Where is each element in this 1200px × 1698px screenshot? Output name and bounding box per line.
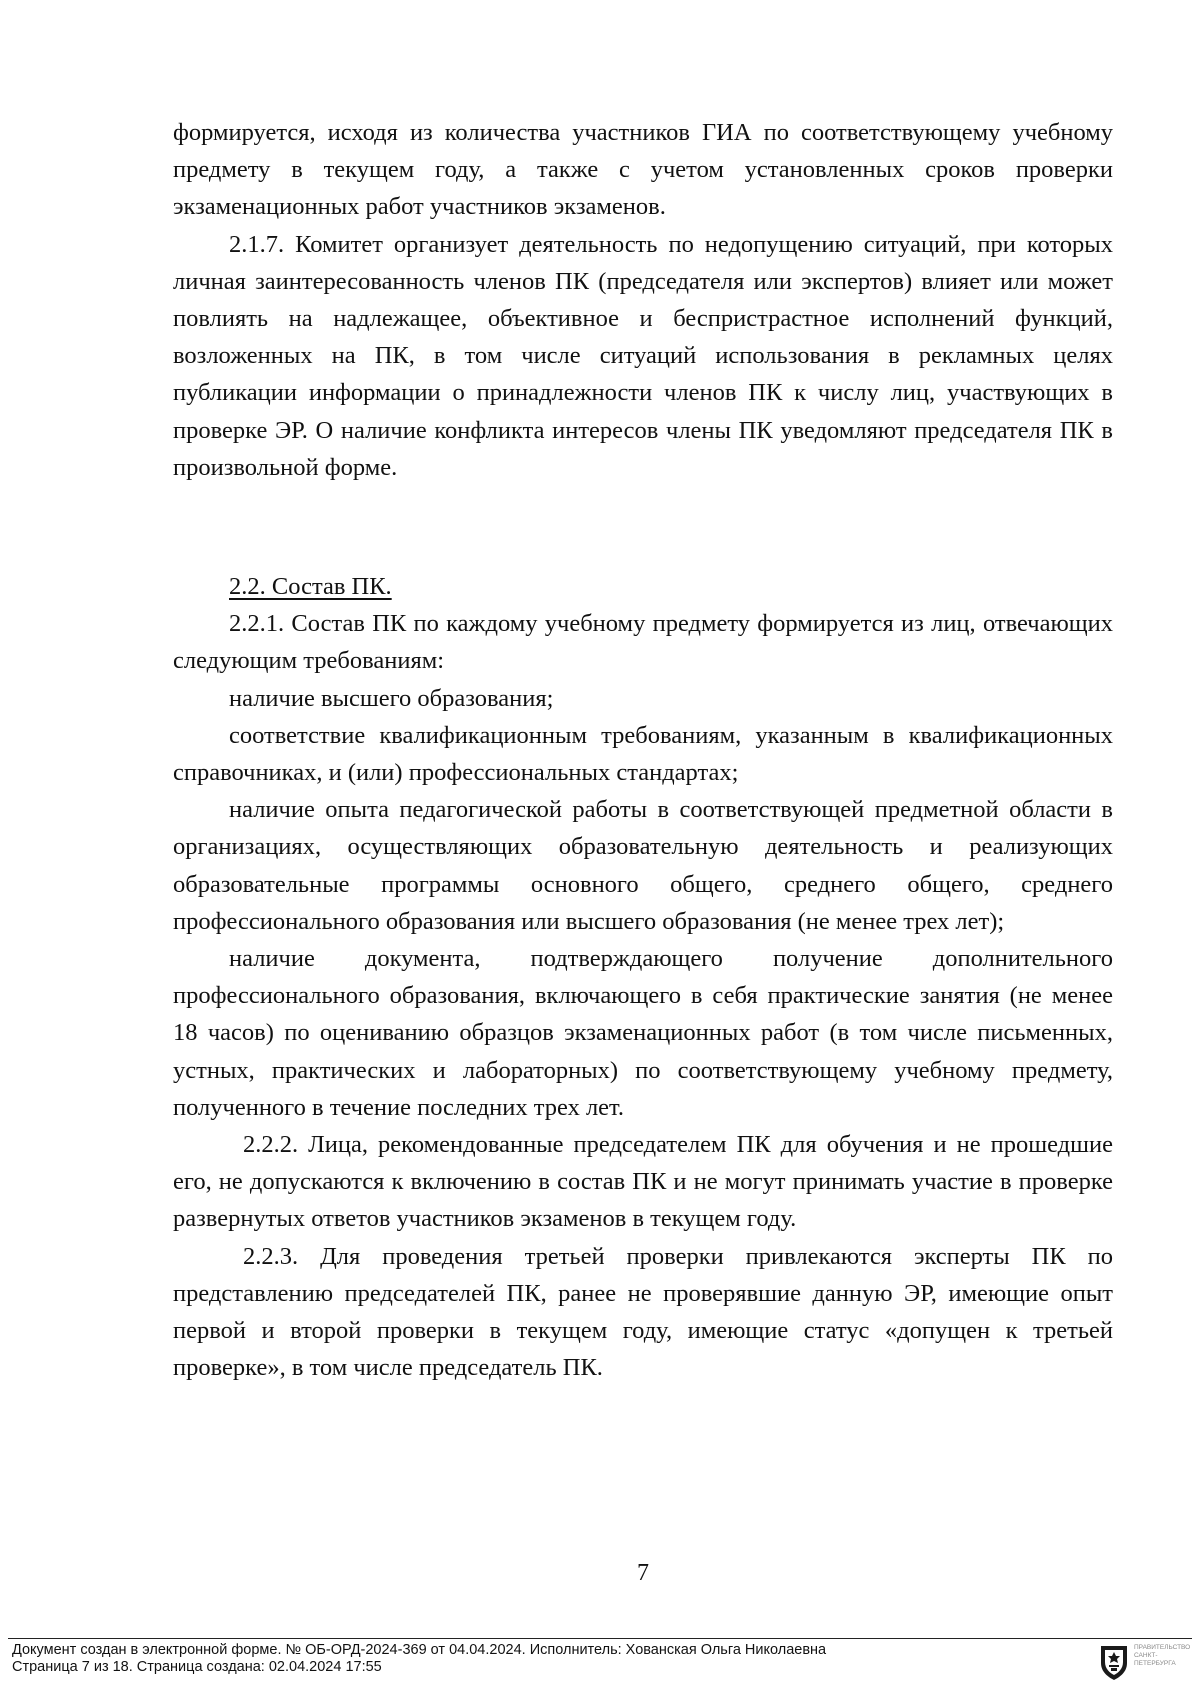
footer-line-page: Страница 7 из 18. Страница создана: 02.04.2024 17:55 <box>12 1659 382 1675</box>
footer-divider <box>8 1638 1192 1639</box>
body-text-top <box>173 114 1113 486</box>
paragraph-2-1-7: 2.1.7. Комитет организует деятельность по недопущению ситуаций, при которых личная заинтересованность членов ПК (председателя или экспертов) влияет или может повлиять на надлежащее, объективное и беспристрастное исполнений функций, возложенных на ПК, в том числе ситуаций использования в рекламных целях публикации информации о принадлежности членов ПК к числу лиц, участвующих в проверке ЭР. О наличие конфликта интересов члены ПК уведомляют председателя ПК в произвольной форме. <box>173 230 1113 481</box>
coat-of-arms-icon <box>1098 1643 1130 1681</box>
paragraph-2-2-1: 2.2.1. Состав ПК по каждому учебному предмету формируется из лиц, отвечающих следующим требованиям: <box>173 610 1113 675</box>
requirement-higher-education: наличие высшего образования; <box>229 684 554 712</box>
paragraph-2-2-2: 2.2.2. Лица, рекомендованные председателем ПК для обучения и не прошедшие его, не допускаются к включению в состав ПК и не могут принимать участие в проверке развернутых ответов участников экзаменов в текущем году. <box>173 1131 1113 1233</box>
body-text-section-2-2 <box>173 568 1113 1386</box>
requirement-qualification: соответствие квалификационным требованиям, указанным в квалификационных справочниках, и (или) профессиональных стандартах; <box>173 721 1113 787</box>
paragraph-continuation: формируется, исходя из количества участников ГИА по соответствующему учебному предмету в текущем году, а также с учетом установленных сроков проверки экзаменационных работ участников экзаменов. <box>173 119 1113 221</box>
requirement-teaching-experience: наличие опыта педагогической работы в соответствующей предметной области в организациях, осуществляющих образовательную деятельность и реализующих образовательные программы основного общего, среднего общего, среднего профессионального образования или высшего образования (не менее трех лет); <box>173 796 1113 935</box>
page-number: 7 <box>637 1560 649 1586</box>
paragraph-2-2-3: 2.2.3. Для проведения третьей проверки привлекаются эксперты ПК по представлению председателей ПК, ранее не проверявшие данную ЭР, имеющие опыт первой и второй проверки в текущем году, имеющие статус «допущен к третьей проверке», в том числе председатель ПК. <box>173 1242 1113 1382</box>
section-heading <box>173 568 1113 605</box>
government-stamp: ПРАВИТЕЛЬСТВО САНКТ- ПЕТЕРБУРГА <box>1134 1644 1190 1667</box>
footer-line-document: Документ создан в электронной форме. № ОБ-ОРД-2024-369 от 04.04.2024. Исполнитель: Хованская Ольга Николаевна <box>12 1642 827 1658</box>
footer-info <box>12 1642 826 1676</box>
section-heading-text: 2.2. Состав ПК. <box>229 573 392 600</box>
requirement-additional-education: наличие документа, подтверждающего получение дополнительного профессионального образования, включающего в себя практические занятия (не менее 18 часов) по оцениванию образцов экзаменационных работ (в том числе письменных, устных, практических и лабораторных) по соответствующему учебному предмету, полученного в течение последних трех лет. <box>173 945 1113 1121</box>
